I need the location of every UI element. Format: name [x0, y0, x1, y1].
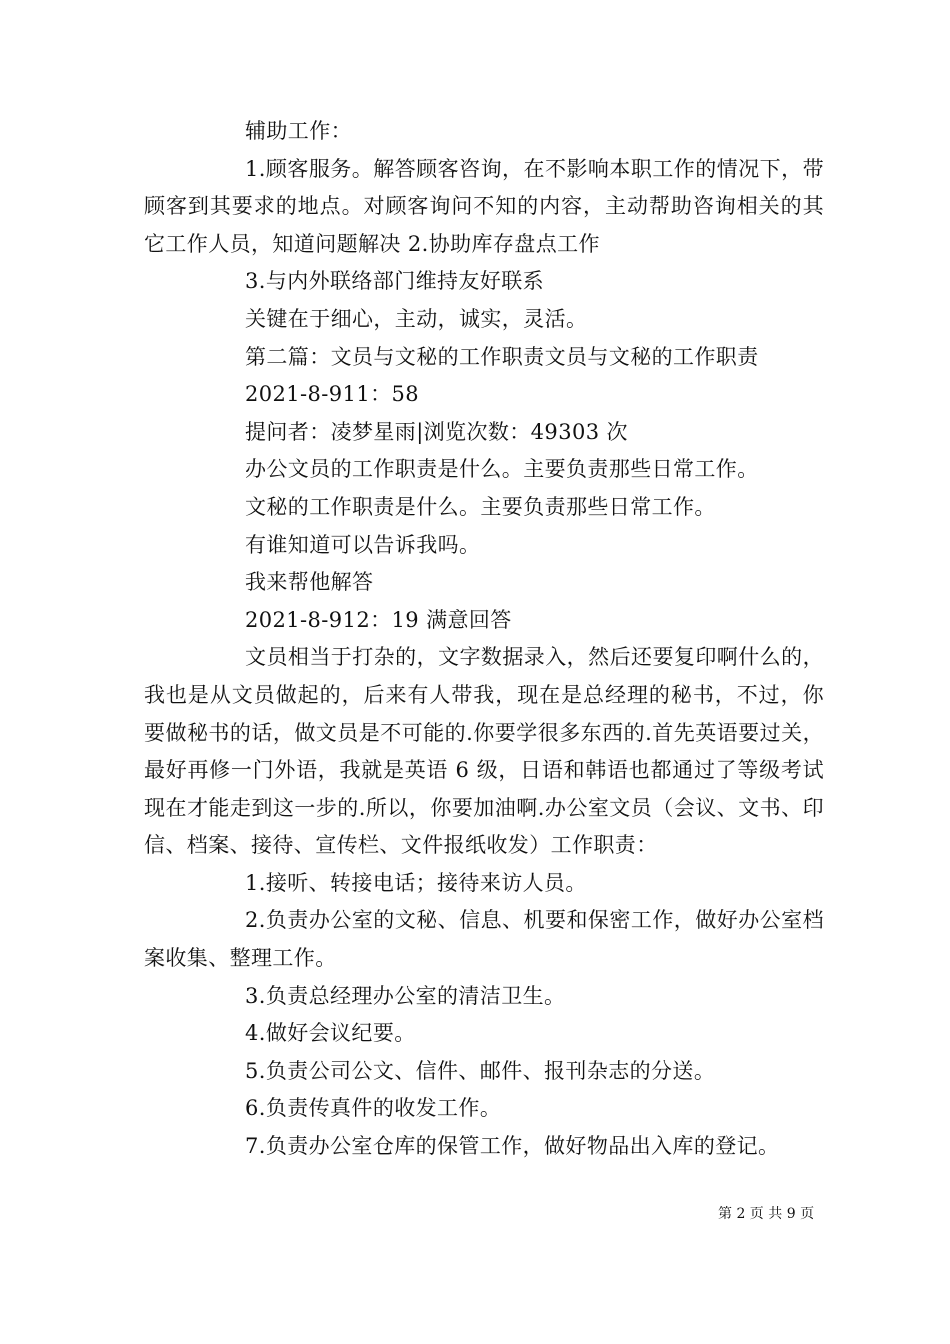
paragraph-asker-info: 提问者：凌梦星雨|浏览次数：49303 次 — [245, 419, 628, 444]
page-number: 第 2 页 共 9 页 — [718, 1206, 815, 1222]
list-item: 4.做好会议纪要。 — [245, 1021, 416, 1046]
section-heading: 第二篇：文员与文秘的工作职责文员与文秘的工作职责 — [245, 344, 759, 369]
document-body — [144, 113, 824, 1166]
list-item: 2.负责办公室的文秘、信息、机要和保密工作，做好办公室档案收集、整理工作。 — [144, 908, 824, 971]
paragraph: 有谁知道可以告诉我吗。 — [245, 532, 481, 557]
paragraph-date: 2021-8-911：58 — [245, 382, 419, 407]
list-item: 5.负责公司公文、信件、邮件、报刊杂志的分送。 — [245, 1058, 716, 1083]
paragraph-answer: 文员相当于打杂的，文字数据录入，然后还要复印啊什么的，我也是从文员做起的，后来有人带我，现在是总经理的秘书，不过，你要做秘书的话，做文员是不可能的.你要学很多东西的.首先英语要过关，最好再修一门外语，我就是英语 6 级，日语和韩语也都通过了等级考试现在才能走到这一步的.所以，你要加油啊.办公室文员（会议、文书、印信、档案、接待、宣传栏、文件报纸收发）工作职责： — [144, 645, 824, 858]
list-item: 1.接听、转接电话；接待来访人员。 — [245, 870, 587, 895]
paragraph: 3.与内外联络部门维持友好联系 — [245, 269, 545, 294]
paragraph: 我来帮他解答 — [245, 570, 374, 595]
list-item: 6.负责传真件的收发工作。 — [245, 1096, 502, 1121]
paragraph: 文秘的工作职责是什么。主要负责那些日常工作。 — [245, 494, 716, 519]
list-item: 3.负责总经理办公室的清洁卫生。 — [245, 983, 566, 1008]
paragraph: 办公文员的工作职责是什么。主要负责那些日常工作。 — [245, 457, 759, 482]
list-item: 7.负责办公室仓库的保管工作，做好物品出入库的登记。 — [245, 1134, 780, 1159]
paragraph-date: 2021-8-912：19 满意回答 — [245, 607, 512, 632]
paragraph: 关键在于细心，主动，诚实，灵活。 — [245, 306, 588, 331]
paragraph: 1.顾客服务。解答顾客咨询，在不影响本职工作的情况下，带顾客到其要求的地点。对顾客询问不知的内容，主动帮助咨询相关的其它工作人员，知道问题解决 2.协助库存盘点工作 — [144, 156, 824, 256]
paragraph: 辅助工作： — [245, 119, 352, 143]
